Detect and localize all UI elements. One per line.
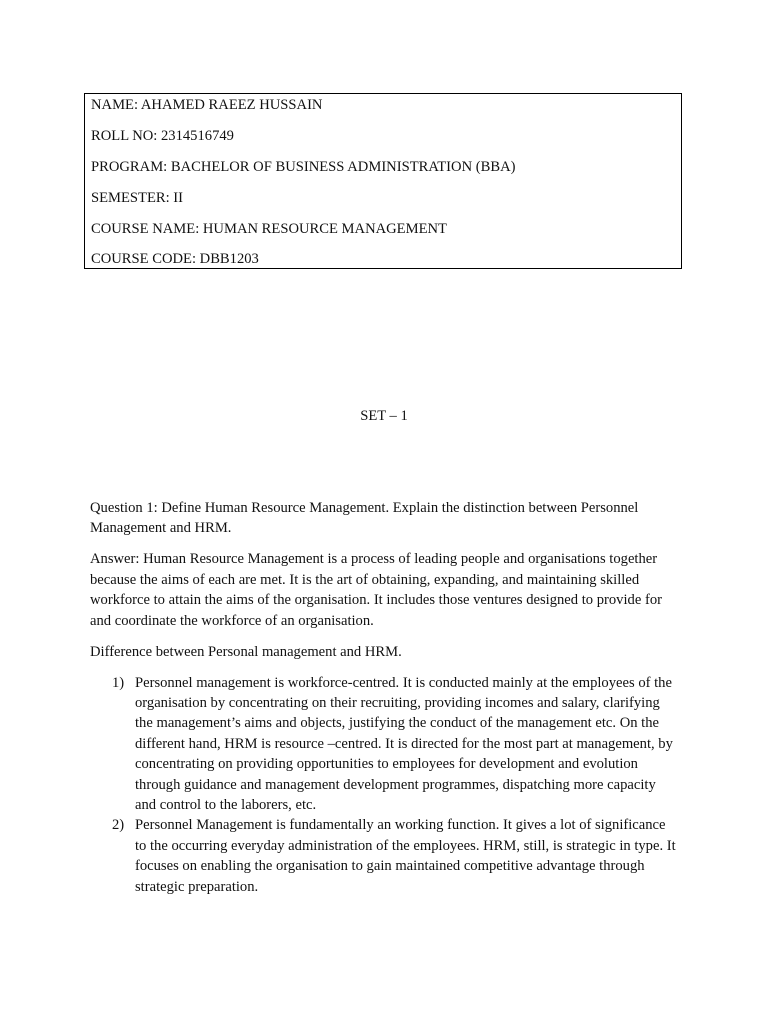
student-name: NAME: AHAMED RAEEZ HUSSAIN [91, 97, 323, 113]
question-text: Question 1: Define Human Resource Management. Explain the distinction between Personnel Management and HRM. [90, 500, 639, 537]
student-info-box [84, 93, 682, 269]
difference-list [90, 673, 680, 897]
list-item [90, 673, 680, 816]
roll-number: ROLL NO: 2314516749 [91, 128, 234, 144]
document-body [90, 498, 680, 897]
list-item [90, 815, 680, 897]
list-item-number: 2) [112, 817, 125, 834]
semester: SEMESTER: II [91, 190, 184, 206]
set-title: SET – 1 [360, 408, 408, 424]
list-item-number: 1) [112, 674, 125, 691]
list-item-text: Personnel management is workforce-centred. It is conducted mainly at the employees of the organisation by concentrating on their recruiting, providing incomes and salary, clarifying the management’s aims and objects, justifying the conduct of the management etc. On the different hand, HRM is resource –centred. It is directed for the most part at management, by concentrating on providing opportunities to employees for development and evolution through guidance and management development programmes, dispatching more capacity and control to the laborers, etc. [135, 674, 673, 814]
answer-text: Answer: Human Resource Management is a process of leading people and organisations together because the aims of each are met. It is the art of obtaining, expanding, and maintaining skilled workforce to attain the aims of the organisation. It includes those ventures designed to provide for and coordinate the workforce of an organisation. [90, 551, 662, 629]
difference-heading: Difference between Personal management and HRM. [90, 643, 402, 660]
course-code: COURSE CODE: DBB1203 [91, 251, 259, 267]
list-item-text: Personnel Management is fundamentally an working function. It gives a lot of significance to the occurring everyday administration of the employees. HRM, still, is strategic in type. It focuses on enabling the organisation to gain maintained competitive advantage through strategic preparation. [135, 817, 676, 895]
program: PROGRAM: BACHELOR OF BUSINESS ADMINISTRATION (BBA) [91, 159, 516, 175]
course-name: COURSE NAME: HUMAN RESOURCE MANAGEMENT [91, 221, 447, 237]
